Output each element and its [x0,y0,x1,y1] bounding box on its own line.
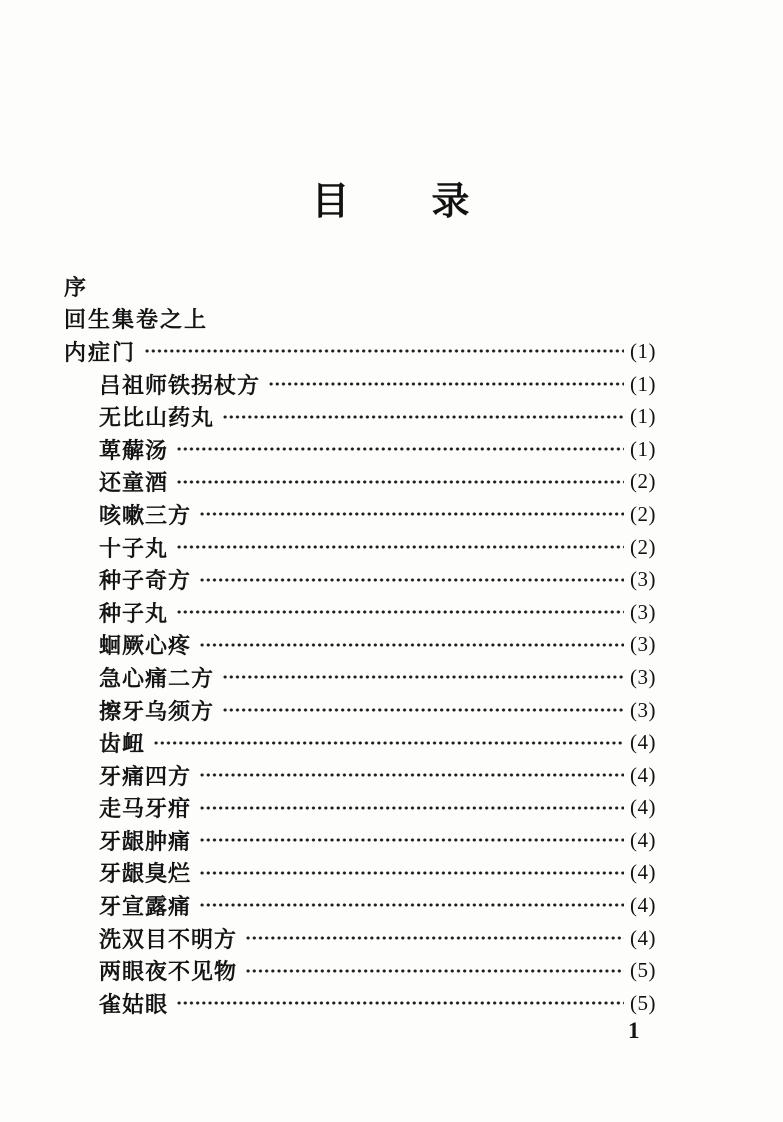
dot-leader-line [176,433,624,466]
dot-leader-line [176,596,624,629]
entry-page-number: (4) [630,860,656,885]
entry-label: 咳嗽三方 [99,502,192,528]
dot-leader-line [199,629,624,662]
dot-leader-line [245,954,624,987]
entry-label: 两眼夜不见物 [99,959,238,985]
dot-leader-line [222,400,624,433]
toc-entry-row [64,531,676,564]
entry-page-number: (2) [630,469,656,494]
toc-entry-row [64,694,676,727]
entry-page-number: (3) [630,567,656,592]
entry-page-number: (4) [630,925,656,950]
entry-label: 萆薢汤 [99,437,169,463]
entry-label: 种子奇方 [99,568,192,594]
toc-entry-row [64,629,676,662]
entry-page-number: (3) [630,632,656,657]
dot-leader-line [268,368,624,401]
dot-leader-line [176,987,624,1020]
toc-entry-row [64,466,676,499]
entry-page-number: (2) [630,534,656,559]
toc-entry-row [64,400,676,433]
entry-label: 洗双目不明方 [99,926,238,952]
toc-entry-row [64,889,676,922]
toc-entry-row [64,270,676,303]
entry-label: 无比山药丸 [99,405,215,431]
dot-leader-line [199,889,624,922]
entry-page-number: (4) [630,762,656,787]
toc-entry-row [64,433,676,466]
entry-page-number: (1) [630,371,656,396]
entry-label: 走马牙疳 [99,796,192,822]
toc-list [64,270,676,1020]
entry-label: 牙痛四方 [99,763,192,789]
toc-entry-row [64,792,676,825]
entry-label: 擦牙乌须方 [99,698,215,724]
footer-page-number: 1 [628,1018,640,1043]
dot-leader-line [199,824,624,857]
toc-entry-row [64,303,676,336]
dot-leader-line [176,531,624,564]
toc-entry-row [64,857,676,890]
entry-label: 内症门 [64,339,137,365]
toc-entry-row [64,596,676,629]
entry-label: 急心痛二方 [99,665,215,691]
entry-label: 十子丸 [99,535,169,561]
entry-page-number: (4) [630,730,656,755]
entry-label: 牙宣露痛 [99,894,192,920]
entry-label: 雀姑眼 [99,991,169,1017]
entry-page-number: (3) [630,599,656,624]
dot-leader-line [199,498,624,531]
dot-leader-line [153,726,624,759]
entry-page-number: (1) [630,338,656,363]
dot-leader-line [245,922,624,955]
entry-label: 齿衄 [99,731,146,757]
entry-label: 蛔厥心疼 [99,633,192,659]
entry-page-number: (1) [630,404,656,429]
entry-label: 牙龈肿痛 [99,828,192,854]
toc-entry-row [64,824,676,857]
toc-entry-row [64,922,676,955]
dot-leader-line [199,563,624,596]
dot-leader-line [222,694,624,727]
page-title: 目 录 [311,181,472,223]
entry-label: 还童酒 [99,470,169,496]
toc-entry-row [64,987,676,1020]
entry-label: 种子丸 [99,600,169,626]
entry-label: 吕祖师铁拐杖方 [99,372,261,398]
toc-entry-row [64,954,676,987]
dot-leader-line [222,661,624,694]
toc-entry-row [64,368,676,401]
entry-page-number: (4) [630,827,656,852]
entry-page-number: (3) [630,697,656,722]
toc-entry-row [64,335,676,368]
dot-leader-line [199,792,624,825]
entry-page-number: (3) [630,664,656,689]
dot-leader-line [199,857,624,890]
entry-page-number: (4) [630,893,656,918]
entry-page-number: (5) [630,990,656,1015]
entry-label: 回生集卷之上 [64,307,209,333]
toc-entry-row [64,498,676,531]
dot-leader-line [176,466,624,499]
toc-entry-row [64,661,676,694]
entry-page-number: (1) [630,436,656,461]
toc-entry-row [64,726,676,759]
entry-page-number: (5) [630,958,656,983]
entry-page-number: (2) [630,501,656,526]
toc-entry-row [64,759,676,792]
toc-entry-row [64,563,676,596]
dot-leader-line [144,335,624,368]
entry-label: 牙龈臭烂 [99,861,192,887]
entry-page-number: (4) [630,795,656,820]
dot-leader-line [199,759,624,792]
entry-label: 序 [64,274,89,300]
